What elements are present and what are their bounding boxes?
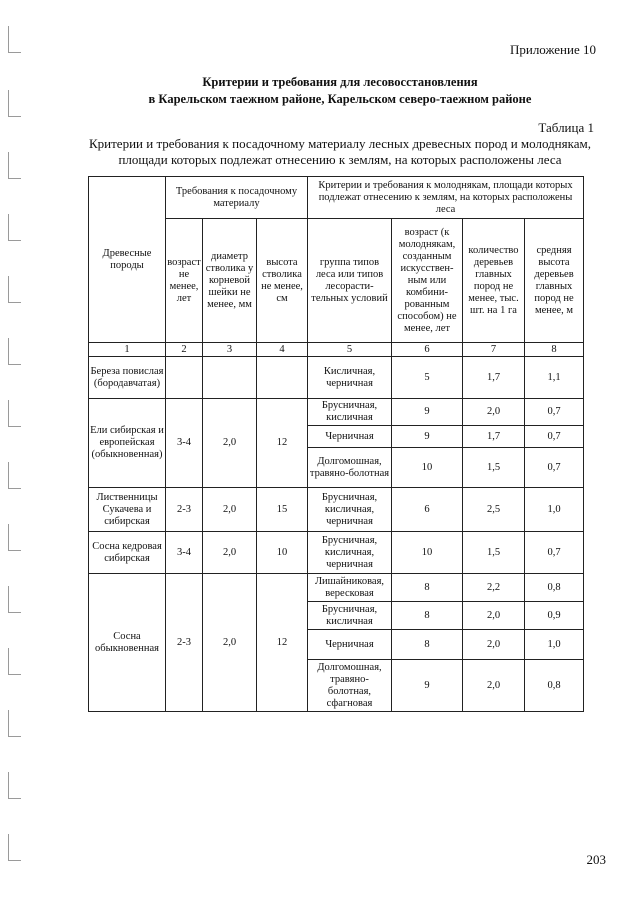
header-average-height: средняя высота деревьев главных пород не менее, м bbox=[525, 219, 584, 343]
forest-type-cell: Черничная bbox=[308, 426, 392, 448]
young-age-cell: 8 bbox=[392, 630, 463, 660]
young-age-cell: 9 bbox=[392, 660, 463, 712]
binder-mark bbox=[8, 710, 21, 737]
forest-type-cell: Брусничная, кисличная bbox=[308, 399, 392, 426]
binder-mark bbox=[8, 214, 21, 241]
header-age: возраст не менее, лет bbox=[166, 219, 203, 343]
forest-type-cell: Брусничная, кисличная, черничная bbox=[308, 532, 392, 574]
forest-type-cell: Черничная bbox=[308, 630, 392, 660]
young-age-cell: 6 bbox=[392, 488, 463, 532]
tree-count-cell: 1,7 bbox=[463, 426, 525, 448]
header-forest-type: группа типов леса или типов лесорасти-тельных условий bbox=[308, 219, 392, 343]
average-height-cell: 0,7 bbox=[525, 448, 584, 488]
binder-mark bbox=[8, 400, 21, 427]
average-height-cell: 1,0 bbox=[525, 630, 584, 660]
header-tree-count: количество деревьев главных пород не менее, тыс. шт. на 1 га bbox=[463, 219, 525, 343]
column-number: 8 bbox=[525, 343, 584, 357]
header-diameter: диаметр стволика у корневой шейки не менее, мм bbox=[203, 219, 257, 343]
diameter-cell: 2,0 bbox=[203, 399, 257, 488]
column-number: 4 bbox=[257, 343, 308, 357]
column-number: 5 bbox=[308, 343, 392, 357]
header-species: Древесные породы bbox=[89, 177, 166, 343]
binder-mark bbox=[8, 524, 21, 551]
title-line: в Карельском таежном районе, Карельском северо-таежном районе bbox=[148, 92, 532, 106]
tree-count-cell: 1,5 bbox=[463, 532, 525, 574]
binder-mark bbox=[8, 586, 21, 613]
young-age-cell: 10 bbox=[392, 448, 463, 488]
species-cell: Лиственницы Сукачева и сибирская bbox=[89, 488, 166, 532]
table-caption bbox=[60, 136, 620, 168]
binder-mark bbox=[8, 276, 21, 303]
height-cell bbox=[257, 357, 308, 399]
tree-count-cell: 1,5 bbox=[463, 448, 525, 488]
forest-type-cell: Брусничная, кисличная, черничная bbox=[308, 488, 392, 532]
header-planting-material: Требования к посадочному материалу bbox=[166, 177, 308, 219]
average-height-cell: 0,7 bbox=[525, 399, 584, 426]
forest-type-cell: Брусничная, кисличная bbox=[308, 602, 392, 630]
header-young-age: возраст (к молоднякам, созданным искусствен-ным или комбини-рованным способом) не менее, лет bbox=[392, 219, 463, 343]
young-age-cell: 8 bbox=[392, 602, 463, 630]
page-number: 203 bbox=[586, 852, 606, 867]
species-cell: Береза повислая (бородавчатая) bbox=[89, 357, 166, 399]
age-cell: 2-3 bbox=[166, 488, 203, 532]
tree-count-cell: 2,0 bbox=[463, 399, 525, 426]
young-age-cell: 9 bbox=[392, 426, 463, 448]
height-cell: 15 bbox=[257, 488, 308, 532]
tree-count-cell: 1,7 bbox=[463, 357, 525, 399]
young-age-cell: 9 bbox=[392, 399, 463, 426]
average-height-cell: 1,0 bbox=[525, 488, 584, 532]
average-height-cell: 1,1 bbox=[525, 357, 584, 399]
height-cell: 12 bbox=[257, 399, 308, 488]
species-cell: Сосна обыкновенная bbox=[89, 574, 166, 712]
table-row bbox=[89, 488, 584, 532]
table-row bbox=[89, 399, 584, 426]
tree-count-cell: 2,0 bbox=[463, 630, 525, 660]
column-number: 1 bbox=[89, 343, 166, 357]
table-row bbox=[89, 532, 584, 574]
forest-type-cell: Долгомошная, травяно-болотная, сфагновая bbox=[308, 660, 392, 712]
column-number: 6 bbox=[392, 343, 463, 357]
young-age-cell: 5 bbox=[392, 357, 463, 399]
diameter-cell bbox=[203, 357, 257, 399]
tree-count-cell: 2,0 bbox=[463, 602, 525, 630]
diameter-cell: 2,0 bbox=[203, 532, 257, 574]
diameter-cell: 2,0 bbox=[203, 488, 257, 532]
age-cell: 3-4 bbox=[166, 399, 203, 488]
column-number: 2 bbox=[166, 343, 203, 357]
header-height: высота стволика не менее, см bbox=[257, 219, 308, 343]
caption-line: площади которых подлежат отнесению к землям, на которых расположены леса bbox=[118, 152, 562, 167]
tree-count-cell: 2,2 bbox=[463, 574, 525, 602]
young-age-cell: 8 bbox=[392, 574, 463, 602]
binder-mark bbox=[8, 834, 21, 861]
column-number: 7 bbox=[463, 343, 525, 357]
binder-mark bbox=[8, 772, 21, 799]
age-cell: 3-4 bbox=[166, 532, 203, 574]
species-cell: Ели сибирская и европейская (обыкновенная) bbox=[89, 399, 166, 488]
diameter-cell: 2,0 bbox=[203, 574, 257, 712]
forest-type-cell: Кисличная, черничная bbox=[308, 357, 392, 399]
average-height-cell: 0,8 bbox=[525, 660, 584, 712]
tree-count-cell: 2,0 bbox=[463, 660, 525, 712]
binder-mark bbox=[8, 462, 21, 489]
title-line: Критерии и требования для лесовосстановления bbox=[202, 75, 478, 89]
average-height-cell: 0,8 bbox=[525, 574, 584, 602]
average-height-cell: 0,9 bbox=[525, 602, 584, 630]
binder-mark bbox=[8, 648, 21, 675]
average-height-cell: 0,7 bbox=[525, 426, 584, 448]
height-cell: 10 bbox=[257, 532, 308, 574]
species-cell: Сосна кедровая сибирская bbox=[89, 532, 166, 574]
age-cell bbox=[166, 357, 203, 399]
binder-mark bbox=[8, 90, 21, 117]
table-number: Таблица 1 bbox=[538, 120, 594, 135]
table-row bbox=[89, 357, 584, 399]
forest-type-cell: Лишайниковая, вересковая bbox=[308, 574, 392, 602]
forest-type-cell: Долгомошная, травяно-болотная bbox=[308, 448, 392, 488]
young-age-cell: 10 bbox=[392, 532, 463, 574]
binder-mark bbox=[8, 152, 21, 179]
header-young-stands: Критерии и требования к молоднякам, площади которых подлежат отнесению к землям, на которых расположены леса bbox=[308, 177, 584, 219]
document-title bbox=[60, 74, 620, 108]
appendix-label: Приложение 10 bbox=[509, 42, 596, 57]
binder-mark bbox=[8, 338, 21, 365]
binder-mark bbox=[8, 26, 21, 53]
average-height-cell: 0,7 bbox=[525, 532, 584, 574]
age-cell: 2-3 bbox=[166, 574, 203, 712]
column-number: 3 bbox=[203, 343, 257, 357]
table-row bbox=[89, 574, 584, 602]
caption-line: Критерии и требования к посадочному материалу лесных древесных пород и молоднякам, bbox=[89, 136, 591, 151]
tree-count-cell: 2,5 bbox=[463, 488, 525, 532]
criteria-table bbox=[88, 176, 584, 712]
height-cell: 12 bbox=[257, 574, 308, 712]
